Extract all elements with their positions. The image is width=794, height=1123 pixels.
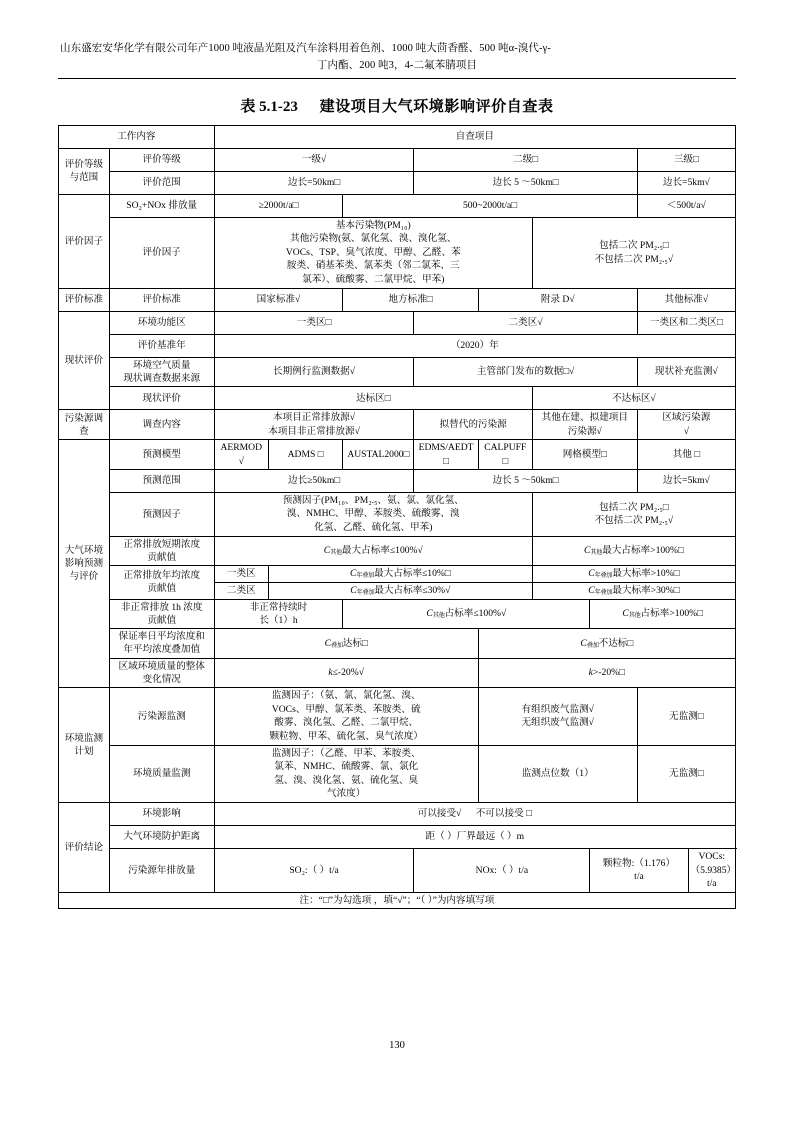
short-term-subscript-2: 其他: [590, 549, 603, 557]
table-row: [59, 171, 736, 194]
standard-option-3[interactable]: 附录 D√: [478, 288, 637, 311]
abnormal-1h-subscript-1: 其他: [432, 612, 445, 620]
table-row: [59, 848, 736, 892]
table-row: [59, 288, 736, 311]
short-term-label-line-1: 正常排放短期浓度: [123, 538, 201, 550]
table-row: [59, 217, 736, 288]
standard-option-4[interactable]: 其他标准√: [637, 288, 735, 311]
abnormal-1h-symbol-2: C: [622, 608, 629, 620]
protect-distance-value[interactable]: 距（ ）厂界最远（ ）m: [214, 825, 735, 848]
range-option-1[interactable]: 边长=50km□: [214, 171, 414, 194]
table-row: [59, 410, 736, 440]
quality-monitor-line-4: 气浓度）: [327, 788, 366, 800]
table-row: [59, 599, 736, 628]
abnormal-1h-subscript-2: 其他: [628, 612, 641, 620]
predict-factor-line-1: 预测因子(PM₁₀、PM₂.₅、氨、氯、氯化氢、: [282, 494, 464, 506]
annual-mean-zone-1: 一类区: [214, 566, 268, 583]
short-term-text-1: 最大占标率≤100%√: [341, 545, 423, 556]
factor-pm-options: [532, 217, 735, 288]
table-row: [59, 688, 736, 745]
row-label-guarantee: [109, 629, 214, 658]
row-label-function-zone: 环境功能区: [109, 311, 214, 334]
row-label-short-term: [109, 536, 214, 565]
annual-emission-pm-line-1: 颗粒物:（1.176）: [602, 857, 676, 869]
annual-mean-zone1-option-1[interactable]: [268, 566, 532, 583]
table-row: [59, 357, 736, 386]
model-option-aermod[interactable]: AERMOD √: [214, 440, 268, 469]
abnormal-1h-duration[interactable]: [214, 599, 343, 628]
predict-range-option-2[interactable]: 边长 5 ～50km□: [414, 469, 637, 492]
source-monitor-factors: [214, 688, 478, 745]
predict-range-option-3[interactable]: 边长=5km√: [637, 469, 735, 492]
abnormal-1h-option-2[interactable]: [590, 599, 736, 628]
row-label-data-source: [109, 357, 214, 386]
standard-option-2[interactable]: 地方标准□: [343, 288, 478, 311]
short-term-symbol-1: C: [323, 545, 331, 556]
survey-option-2[interactable]: 拟替代的污染源: [414, 410, 532, 440]
data-source-label-line-2: 现状调查数据来源: [123, 372, 201, 384]
quality-monitor-line-1: 监测因子：（乙醛、甲苯、苯胺类、: [271, 747, 421, 759]
quality-monitor-option-1[interactable]: 监测点位数（1）: [478, 745, 637, 802]
table-note-row: [59, 892, 736, 908]
standard-option-1[interactable]: 国家标准√: [214, 288, 343, 311]
survey-option-1[interactable]: [214, 410, 414, 440]
guarantee-label-line-2: 年平均浓度叠加值: [123, 644, 201, 656]
header-line-2: 丁内酯、200 吨3，4-二氟苯腈项目: [316, 60, 478, 72]
annual-mean-zone2-option-1[interactable]: [268, 582, 532, 599]
table-note: 注：“□”为勾选项 ，填“√”；“（ ）”为内容填写项: [59, 892, 736, 908]
row-label-predict-factor: 预测因子: [109, 492, 214, 536]
annual-mean-zone2-option-2[interactable]: [532, 582, 735, 599]
annual-emission-pm-line-2: t/a: [634, 871, 644, 883]
predict-factor-line-2: 溴、NMHC、甲醇、苯胺类、硫酸雾、溴: [286, 508, 460, 520]
self-check-table: [58, 125, 736, 909]
data-source-option-3[interactable]: 现状补充监测√: [637, 357, 735, 386]
table-header-row: [59, 125, 736, 148]
table-row: [59, 745, 736, 802]
section-status: 现状评价: [59, 311, 110, 409]
annual-emission-voc[interactable]: [688, 848, 735, 892]
table-row: [59, 825, 736, 848]
predict-range-option-1[interactable]: 边长≥50km□: [214, 469, 414, 492]
factor-line-1: 基本污染物(PM₁₀): [335, 219, 411, 231]
regional-change-text-1: ≤-20%√: [332, 667, 364, 679]
factor-list: [214, 217, 532, 288]
status-eval-option-2[interactable]: 不达标区√: [532, 387, 735, 410]
table-row: [59, 469, 736, 492]
source-monitor-option-1-line-1: 有组织废气监测√: [521, 703, 594, 715]
row-label-model: 预测模型: [109, 440, 214, 469]
table-row: [59, 566, 736, 583]
regional-change-label-line-1: 区域环境质量的整体: [118, 660, 205, 672]
base-year-value[interactable]: （2020）年: [214, 334, 735, 357]
table-row: [59, 387, 736, 410]
regional-change-text-2: >-20%□: [592, 667, 625, 679]
row-label-annual-emission: 污染源年排放量: [109, 848, 214, 892]
data-source-option-1[interactable]: 长期例行监测数据√: [214, 357, 414, 386]
env-impact-option-1[interactable]: 可以接受√: [417, 808, 462, 820]
annual-mean-subscript-z2b: 年叠加: [594, 589, 613, 597]
abnormal-1h-duration-line-1: 非正常持续时: [249, 601, 308, 613]
emission-option-3[interactable]: ＜500t/a√: [637, 194, 735, 217]
guarantee-text-2: 不达标□: [598, 637, 634, 649]
predict-factor-pm-exclude[interactable]: 不包括二次 PM₂.₅√: [594, 515, 674, 527]
row-label-status-eval: 现状评价: [109, 387, 214, 410]
guarantee-label-line-1: 保证率日平均浓度和: [118, 631, 205, 643]
regional-change-symbol-2: k: [588, 667, 593, 679]
predict-factor-line-3: 化氢、乙醛、硫化氢、甲苯): [314, 522, 433, 534]
table-row: [59, 629, 736, 658]
grade-option-2[interactable]: 二级□: [414, 148, 637, 171]
table-title: 建设项目大气环境影响评价自查表: [319, 98, 554, 115]
table-row: [59, 334, 736, 357]
abnormal-1h-label-line-1: 非正常排放 1h 浓度: [120, 601, 203, 613]
annual-mean-subscript-z1b: 年叠加: [594, 572, 613, 580]
abnormal-1h-duration-line-2: 长（1）h: [259, 614, 298, 626]
section-source-survey: [59, 410, 110, 440]
annual-mean-text-z2: 最大占标率≤30%√: [374, 584, 451, 596]
row-label-quality-monitor: 环境质量监测: [109, 745, 214, 802]
row-label-emission: SO₂+NOx 排放量: [109, 194, 214, 217]
model-option-other[interactable]: 其他 □: [637, 440, 735, 469]
annual-emission-nox[interactable]: NOx:（ ）t/a: [414, 848, 590, 892]
row-label-factor: 评价因子: [109, 217, 214, 288]
survey-option-3-line-1: 其他在建、拟建项目: [541, 412, 628, 424]
survey-option-3-line-2: 污染源√: [567, 425, 602, 437]
grade-option-3[interactable]: 三级□: [637, 148, 735, 171]
model-option-edms[interactable]: EDMS/AEDT□: [414, 440, 478, 469]
table-row: [59, 440, 736, 469]
guarantee-symbol-1: C: [324, 637, 332, 649]
table-row: [59, 658, 736, 687]
section-impact-prediction: 大气环境影响预测与评价: [59, 440, 110, 688]
page-number: 130: [389, 1040, 405, 1051]
survey-option-3[interactable]: [532, 410, 637, 440]
predict-factor-list: [214, 492, 532, 536]
survey-option-4[interactable]: [637, 410, 735, 440]
guarantee-subscript-2: 叠加: [586, 641, 599, 649]
env-impact-options: [214, 802, 735, 825]
source-monitor-option-1-line-2: 无组织废气监测√: [521, 717, 594, 729]
factor-pm-exclude[interactable]: 不包括二次 PM₂.₅√: [594, 253, 674, 265]
annual-mean-symbol-z2: C: [350, 584, 357, 596]
quality-monitor-line-2: 氯苯、NMHC、硫酸雾、氯、氯化: [274, 761, 419, 773]
short-term-subscript-1: 其他: [330, 549, 342, 557]
grade-option-1[interactable]: 一级√: [214, 148, 414, 171]
source-monitor-line-3: 酸雾、溴化氢、乙醛、二氯甲烷、: [274, 717, 419, 729]
header-line-1: 山东盛宏安华化学有限公司年产1000 吨液晶光阻及汽车涂料用着色剂、1000 吨大茴香醛、500 吨α-溴代-γ-: [60, 43, 551, 54]
env-impact-option-2[interactable]: 不可以接受 □: [475, 808, 532, 820]
annual-mean-subscript-z1: 年叠加: [356, 572, 375, 580]
annual-mean-text-z2b: 最大标率>30%□: [612, 584, 680, 596]
factor-line-5: 氯苯）、硫酸雾、二氯甲烷、甲苯): [302, 274, 445, 286]
annual-mean-subscript-z2: 年叠加: [356, 589, 375, 597]
survey-option-1-line-2: 本项目非正常排放源√: [268, 425, 360, 437]
row-label-survey-content: 调查内容: [109, 410, 214, 440]
annual-mean-label-line-2: 贡献值: [147, 583, 177, 595]
guarantee-text-1: 达标□: [342, 637, 368, 649]
emission-option-2[interactable]: 500~2000t/a□: [343, 194, 637, 217]
running-header: [58, 40, 736, 75]
quality-monitor-factors: [214, 745, 478, 802]
table-number: 表 5.1-23: [240, 98, 298, 115]
row-label-base-year: 评价基准年: [109, 334, 214, 357]
section-conclusion: 评价结论: [59, 802, 110, 892]
row-label-source-monitor: 污染源监测: [109, 688, 214, 745]
guarantee-option-1[interactable]: [214, 629, 478, 658]
abnormal-1h-label-line-2: 贡献值: [147, 614, 177, 626]
section-factors: 评价因子: [59, 194, 110, 288]
table-row: [59, 492, 736, 536]
regional-change-label-line-2: 变化情况: [142, 673, 181, 685]
emission-option-1[interactable]: ≥2000t/a□: [214, 194, 343, 217]
section-grade-range: 评价等级与范围: [59, 148, 110, 194]
abnormal-1h-text-1: 占标率≤100%√: [444, 608, 507, 620]
factor-line-2: 其他污染物(氨、氯化氢、溴、溴化氢、: [290, 233, 457, 245]
table-row: [59, 802, 736, 825]
source-monitor-line-1: 监测因子：（氨、氯、氯化氢、溴、: [271, 690, 421, 702]
source-monitor-line-2: VOCs、甲醇、氯苯类、苯胺类、硫: [271, 703, 421, 715]
survey-option-4-line-2: √: [683, 425, 689, 437]
row-label-grade: 评价等级: [109, 148, 214, 171]
annual-mean-symbol-z2b: C: [588, 584, 595, 596]
annual-emission-so2[interactable]: SO₂:（ ）t/a: [214, 848, 414, 892]
short-term-option-1[interactable]: [214, 536, 532, 565]
section-monitor-plan: 环境监测计划: [59, 688, 110, 803]
annual-emission-voc-line-1: VOCs:（5.9385）: [690, 850, 737, 876]
guarantee-symbol-2: C: [580, 637, 587, 649]
annual-emission-pm[interactable]: [590, 848, 688, 892]
annual-mean-text-z1b: 最大标率>10%□: [612, 568, 680, 580]
function-zone-option-3[interactable]: 一类区和二类区□: [637, 311, 735, 334]
source-survey-label-line-1: 污染源调查: [64, 412, 104, 437]
table-row: [59, 148, 736, 171]
short-term-text-2: 最大占标率>100%□: [602, 545, 684, 556]
abnormal-1h-symbol-1: C: [426, 608, 433, 620]
header-work-content: 工作内容: [59, 125, 215, 148]
source-monitor-line-4: 颗粒物、甲苯、硫化氢、臭气浓度）: [269, 730, 423, 742]
guarantee-subscript-1: 叠加: [331, 641, 343, 649]
factor-line-4: 胺类、硝基苯类、氯苯类（邻二氯苯、三: [286, 260, 460, 272]
annual-mean-zone1-option-2[interactable]: [532, 566, 735, 583]
quality-monitor-option-2[interactable]: 无监测□: [637, 745, 735, 802]
row-label-abnormal-1h: [109, 599, 214, 628]
annual-mean-zone-2: 二类区: [214, 582, 268, 599]
abnormal-1h-text-2: 占标率>100%□: [640, 608, 703, 620]
annual-mean-symbol-z1: C: [350, 568, 357, 580]
short-term-symbol-2: C: [584, 545, 591, 556]
table-row: [59, 311, 736, 334]
regional-change-symbol-1: k: [328, 667, 333, 679]
predict-factor-pm-options: [532, 492, 735, 536]
source-monitor-option-2[interactable]: 无监测□: [637, 688, 735, 745]
row-label-regional-change: [109, 658, 214, 687]
guarantee-option-2[interactable]: [478, 629, 735, 658]
survey-option-4-line-1: 区域污染源: [662, 412, 711, 424]
survey-option-1-line-1: 本项目正常排放源√: [273, 412, 356, 424]
quality-monitor-line-3: 氢、溴、溴化氢、氨、硫化氢、臭: [274, 774, 419, 786]
annual-mean-symbol-z1b: C: [588, 568, 595, 580]
row-label-protect-distance: 大气环境防护距离: [109, 825, 214, 848]
regional-change-option-2[interactable]: [478, 658, 735, 687]
range-option-2[interactable]: 边长 5 ～50km□: [414, 171, 637, 194]
row-label-range: 评价范围: [109, 171, 214, 194]
row-label-standard: 评价标准: [109, 288, 214, 311]
source-monitor-option-1[interactable]: [478, 688, 637, 745]
header-self-check-items: 自查项目: [214, 125, 735, 148]
model-option-calpuff[interactable]: CALPUFF □: [478, 440, 532, 469]
abnormal-1h-option-1[interactable]: [343, 599, 590, 628]
header-rule: [58, 78, 736, 79]
predict-factor-pm-include[interactable]: 包括二次 PM₂.₅□: [599, 501, 669, 513]
row-label-annual-mean: [109, 566, 214, 600]
annual-emission-voc-line-2: t/a: [706, 878, 717, 890]
status-eval-option-1[interactable]: 达标区□: [214, 387, 532, 410]
data-source-option-2[interactable]: 主管部门发布的数据□√: [414, 357, 637, 386]
factor-pm-include[interactable]: 包括二次 PM₂.₅□: [599, 240, 669, 252]
table-caption: [58, 95, 736, 116]
table-row: [59, 536, 736, 565]
short-term-label-line-2: 贡献值: [147, 551, 177, 563]
table-row: [59, 194, 736, 217]
regional-change-option-1[interactable]: [214, 658, 478, 687]
data-source-label-line-1: 环境空气质量: [132, 359, 191, 371]
short-term-option-2[interactable]: [532, 536, 735, 565]
section-standards: 评价标准: [59, 288, 110, 311]
annual-mean-label-line-1: 正常排放年均浓度: [123, 570, 201, 582]
model-option-austal[interactable]: AUSTAL2000□: [343, 440, 414, 469]
factor-line-3: VOCs、TSP、臭气浓度、甲醇、乙醛、苯: [285, 246, 461, 258]
range-option-3[interactable]: 边长=5km√: [637, 171, 735, 194]
row-label-env-impact: 环境影响: [109, 802, 214, 825]
model-option-grid[interactable]: 网格模型□: [532, 440, 637, 469]
function-zone-option-1[interactable]: 一类区□: [214, 311, 414, 334]
model-option-adms[interactable]: ADMS □: [268, 440, 342, 469]
function-zone-option-2[interactable]: 二类区√: [414, 311, 637, 334]
row-label-predict-range: 预测范围: [109, 469, 214, 492]
annual-mean-text-z1: 最大占标率≤10%□: [374, 568, 451, 580]
